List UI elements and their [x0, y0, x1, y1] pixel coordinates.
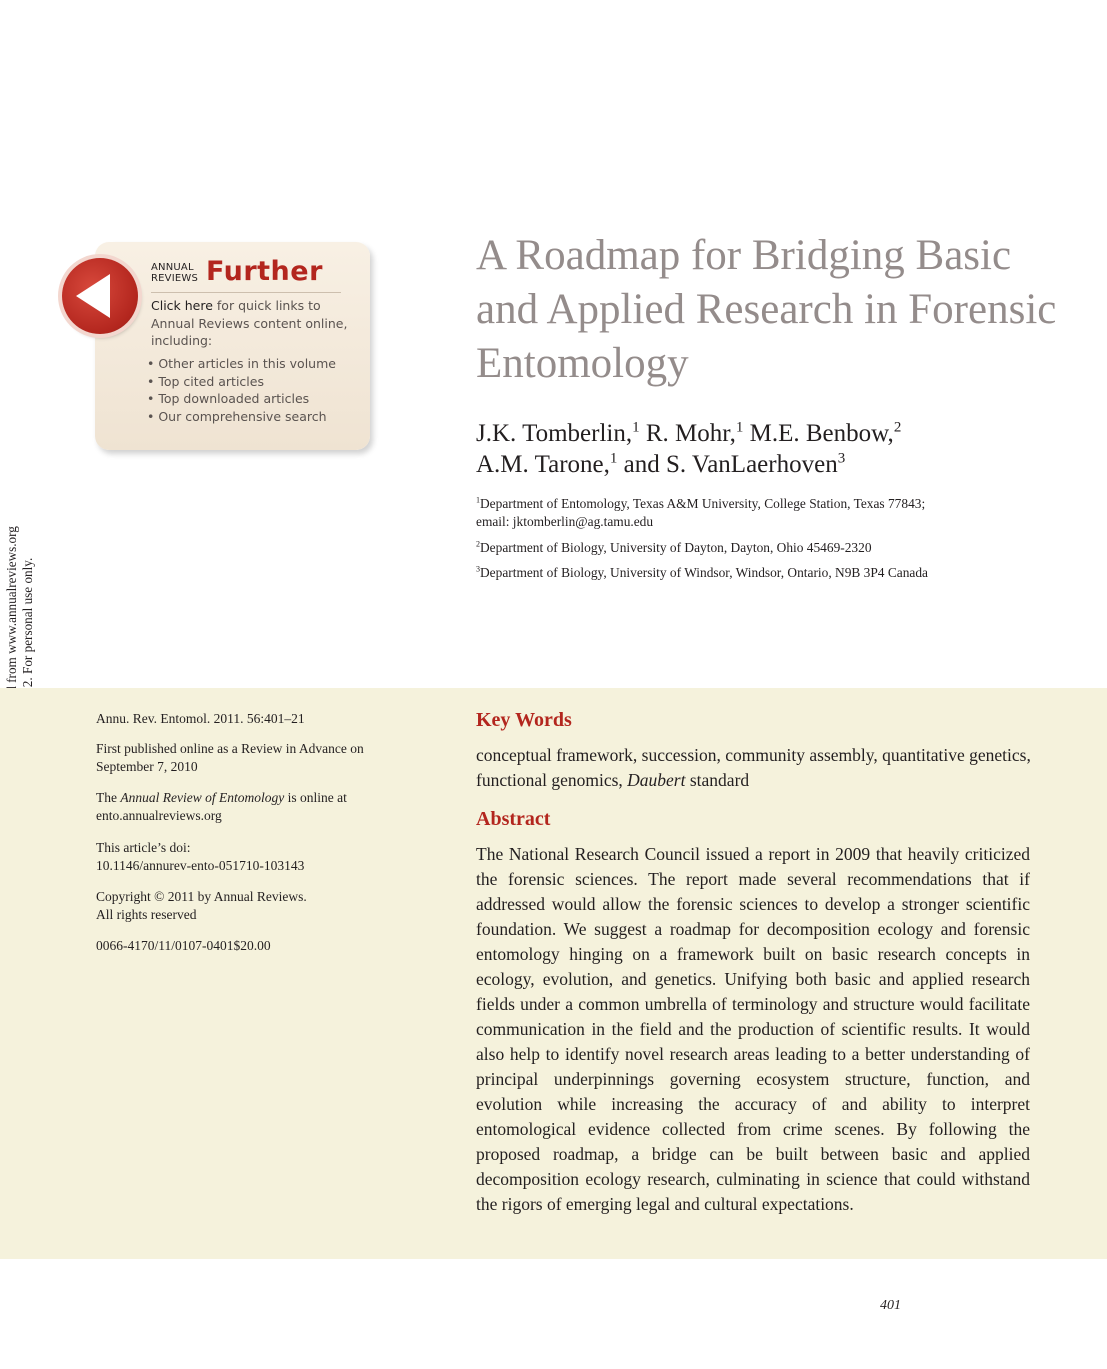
author-list: J.K. Tomberlin,$^1$ R. Mohr,$^1$ M.E. Benbow,$^2$ A.M. Tarone,$^1$ and S. VanLaerhoven$^3$ — [476, 419, 902, 478]
issn-code: 0066-4170/11/0107-0401$20.00 — [96, 938, 271, 953]
keywords-heading: Key Words — [476, 709, 572, 731]
annual-reviews-logo: ANNUAL REVIEWS — [151, 262, 199, 284]
author-email: email: jktomberlin@ag.tamu.edu — [476, 514, 654, 529]
click-here-link[interactable]: Click here — [151, 298, 213, 313]
copyright: Copyright © 2011 by Annual Reviews. All rights reserved — [96, 889, 307, 922]
back-arrow-icon[interactable] — [62, 258, 138, 334]
further-link-search[interactable]: • Our comprehensive search — [147, 408, 327, 424]
further-logo-word: Further — [206, 256, 323, 287]
journal-online: The Annual Review of Entomology is online at ento.annualreviews.org — [96, 790, 347, 823]
abstract-heading: Abstract — [476, 808, 551, 830]
doi-value[interactable]: 10.1146/annurev-ento-051710-103143 — [96, 858, 305, 873]
further-link-top-downloaded[interactable]: • Top downloaded articles — [147, 391, 310, 406]
doi-block: This article’s doi: 10.1146/annurev-ento-051710-103143 — [96, 840, 305, 873]
further-description: Click here for quick links to Annual Reviews content online, including: — [151, 298, 348, 348]
article-title: A Roadmap for Bridging Basic and Applied Research in Forensic Entomology — [476, 232, 1057, 387]
further-link-top-cited[interactable]: • Top cited articles — [147, 373, 264, 389]
keywords-text: conceptual framework, succession, community assembly, quantitative genetics, functional genomics, Daubert standard — [476, 745, 1031, 790]
page-number: 401 — [880, 1298, 901, 1313]
citation: Annu. Rev. Entomol. 2011. 56:401–21 — [96, 711, 305, 726]
affiliation-3: $^3$Department of Biology, University of Windsor, Windsor, Ontario, N9B 3P4 Canada — [476, 564, 929, 580]
further-box[interactable] — [95, 242, 370, 450]
publication-date: First published online as a Review in Advance on September 7, 2010 — [96, 741, 364, 774]
abstract-text: The National Research Council issued a report in 2009 that heavily criticized the forensic sciences. The report made several recommendations that if addressed would allow the forensic sciences to develop a stronger scientific foundation. We suggest a roadmap for decomposition ecology and forensic entomology hinging on a framework built on basic research concepts in ecology, evolution, and genetics. Unifying both basic and applied research fields under a common umbrella of terminology and structure would facilitate communication in the field and the production of scientific results. It would also help to identify novel research areas leading to a better understanding of principal underpinnings governing ecosystem structure, function, and evolution while increasing the accuracy of and ability to interpret entomological evidence collected from crime scenes. By following the proposed roadmap, a bridge can be built between basic and applied decomposition ecology research, culminating in science that could withstand the rigors of emerging legal and cultural expectations. — [476, 844, 1030, 1214]
further-link-other-articles[interactable]: • Other articles in this volume — [147, 356, 336, 371]
affiliation-2: $^2$Department of Biology, University of Dayton, Dayton, Ohio 45469-2320 — [476, 539, 872, 555]
further-link-list — [147, 355, 336, 425]
affiliation-1: $^1$Department of Entomology, Texas A&M University, College Station, Texas 77843; email: jktomberlin@ag.tamu.edu — [476, 495, 926, 529]
further-divider — [151, 292, 341, 293]
